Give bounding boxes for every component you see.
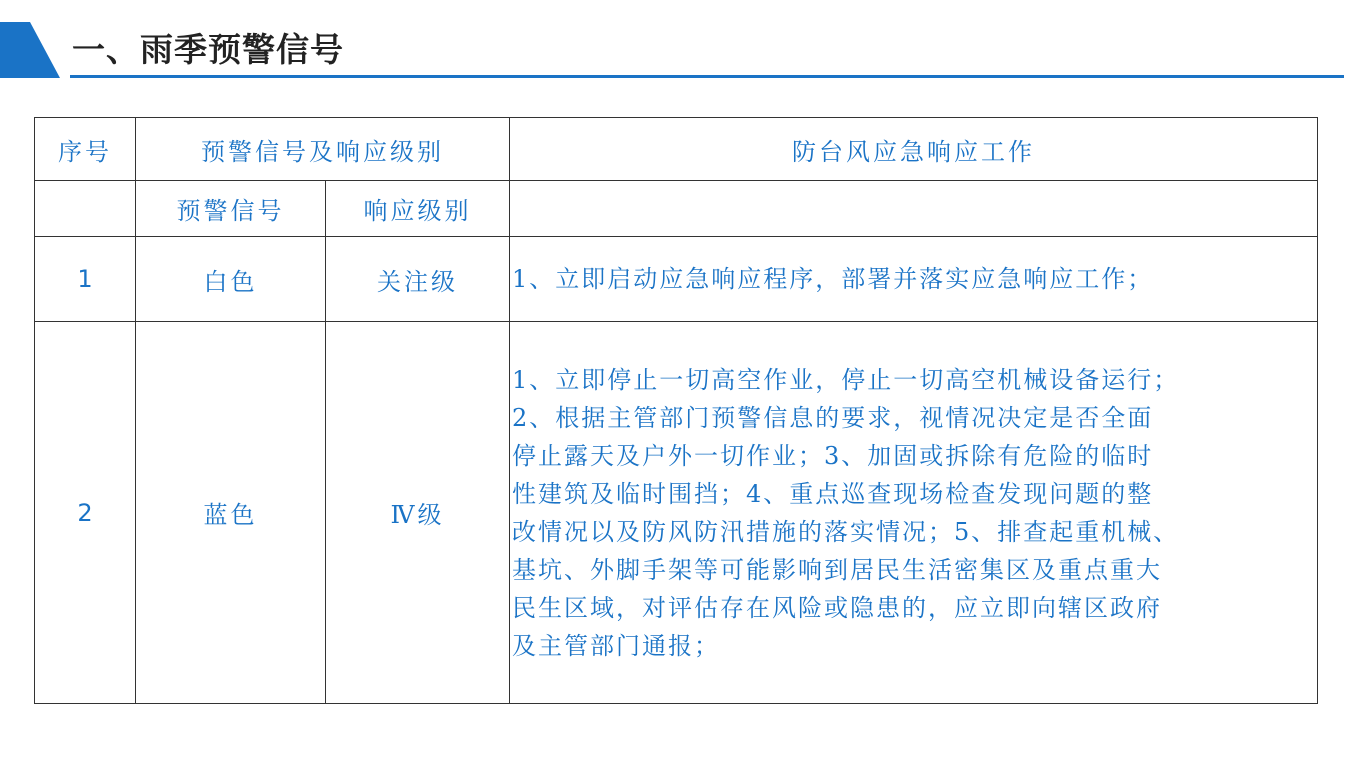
row-signal: 蓝色	[136, 322, 326, 704]
row-work	[510, 237, 1318, 322]
subheader-empty-index	[35, 181, 136, 237]
work-line: 1、立即停止一切高空作业，停止一切高空机械设备运行；	[512, 365, 1180, 394]
work-line: 基坑、外脚手架等可能影响到居民生活密集区及重点重大	[512, 555, 1162, 584]
table-header-row	[35, 118, 1318, 181]
header-index: 序号	[35, 118, 136, 181]
work-line: 1、立即启动应急响应程序，部署并落实应急响应工作；	[512, 265, 1154, 293]
row-work	[510, 322, 1318, 704]
row-index: 1	[35, 237, 136, 322]
subheader-signal: 预警信号	[136, 181, 326, 237]
subheader-level: 响应级别	[326, 181, 510, 237]
table-row	[35, 322, 1318, 704]
page-title: 一、雨季预警信号	[72, 30, 344, 69]
work-line: 停止露天及户外一切作业；3、加固或拆除有危险的临时	[512, 441, 1154, 470]
row-level: Ⅳ级	[326, 322, 510, 704]
row-level: 关注级	[326, 237, 510, 322]
table-row	[35, 237, 1318, 322]
work-line: 改情况以及防风防汛措施的落实情况；5、排查起重机械、	[512, 517, 1180, 546]
work-line: 及主管部门通报；	[512, 631, 720, 660]
work-line: 2、根据主管部门预警信息的要求，视情况决定是否全面	[512, 403, 1154, 432]
header-corner-decoration	[0, 22, 60, 78]
work-line: 性建筑及临时围挡；4、重点巡查现场检查发现问题的整	[512, 479, 1154, 508]
table-subheader-row	[35, 181, 1318, 237]
title-underline	[70, 75, 1344, 78]
subheader-empty-work	[510, 181, 1318, 237]
row-signal: 白色	[136, 237, 326, 322]
work-line: 民生区域，对评估存在风险或隐患的，应立即向辖区政府	[512, 593, 1162, 622]
warning-signal-table	[34, 117, 1318, 704]
header-work: 防台风应急响应工作	[510, 118, 1318, 181]
row-index: 2	[35, 322, 136, 704]
header-signal-level: 预警信号及响应级别	[136, 118, 510, 181]
